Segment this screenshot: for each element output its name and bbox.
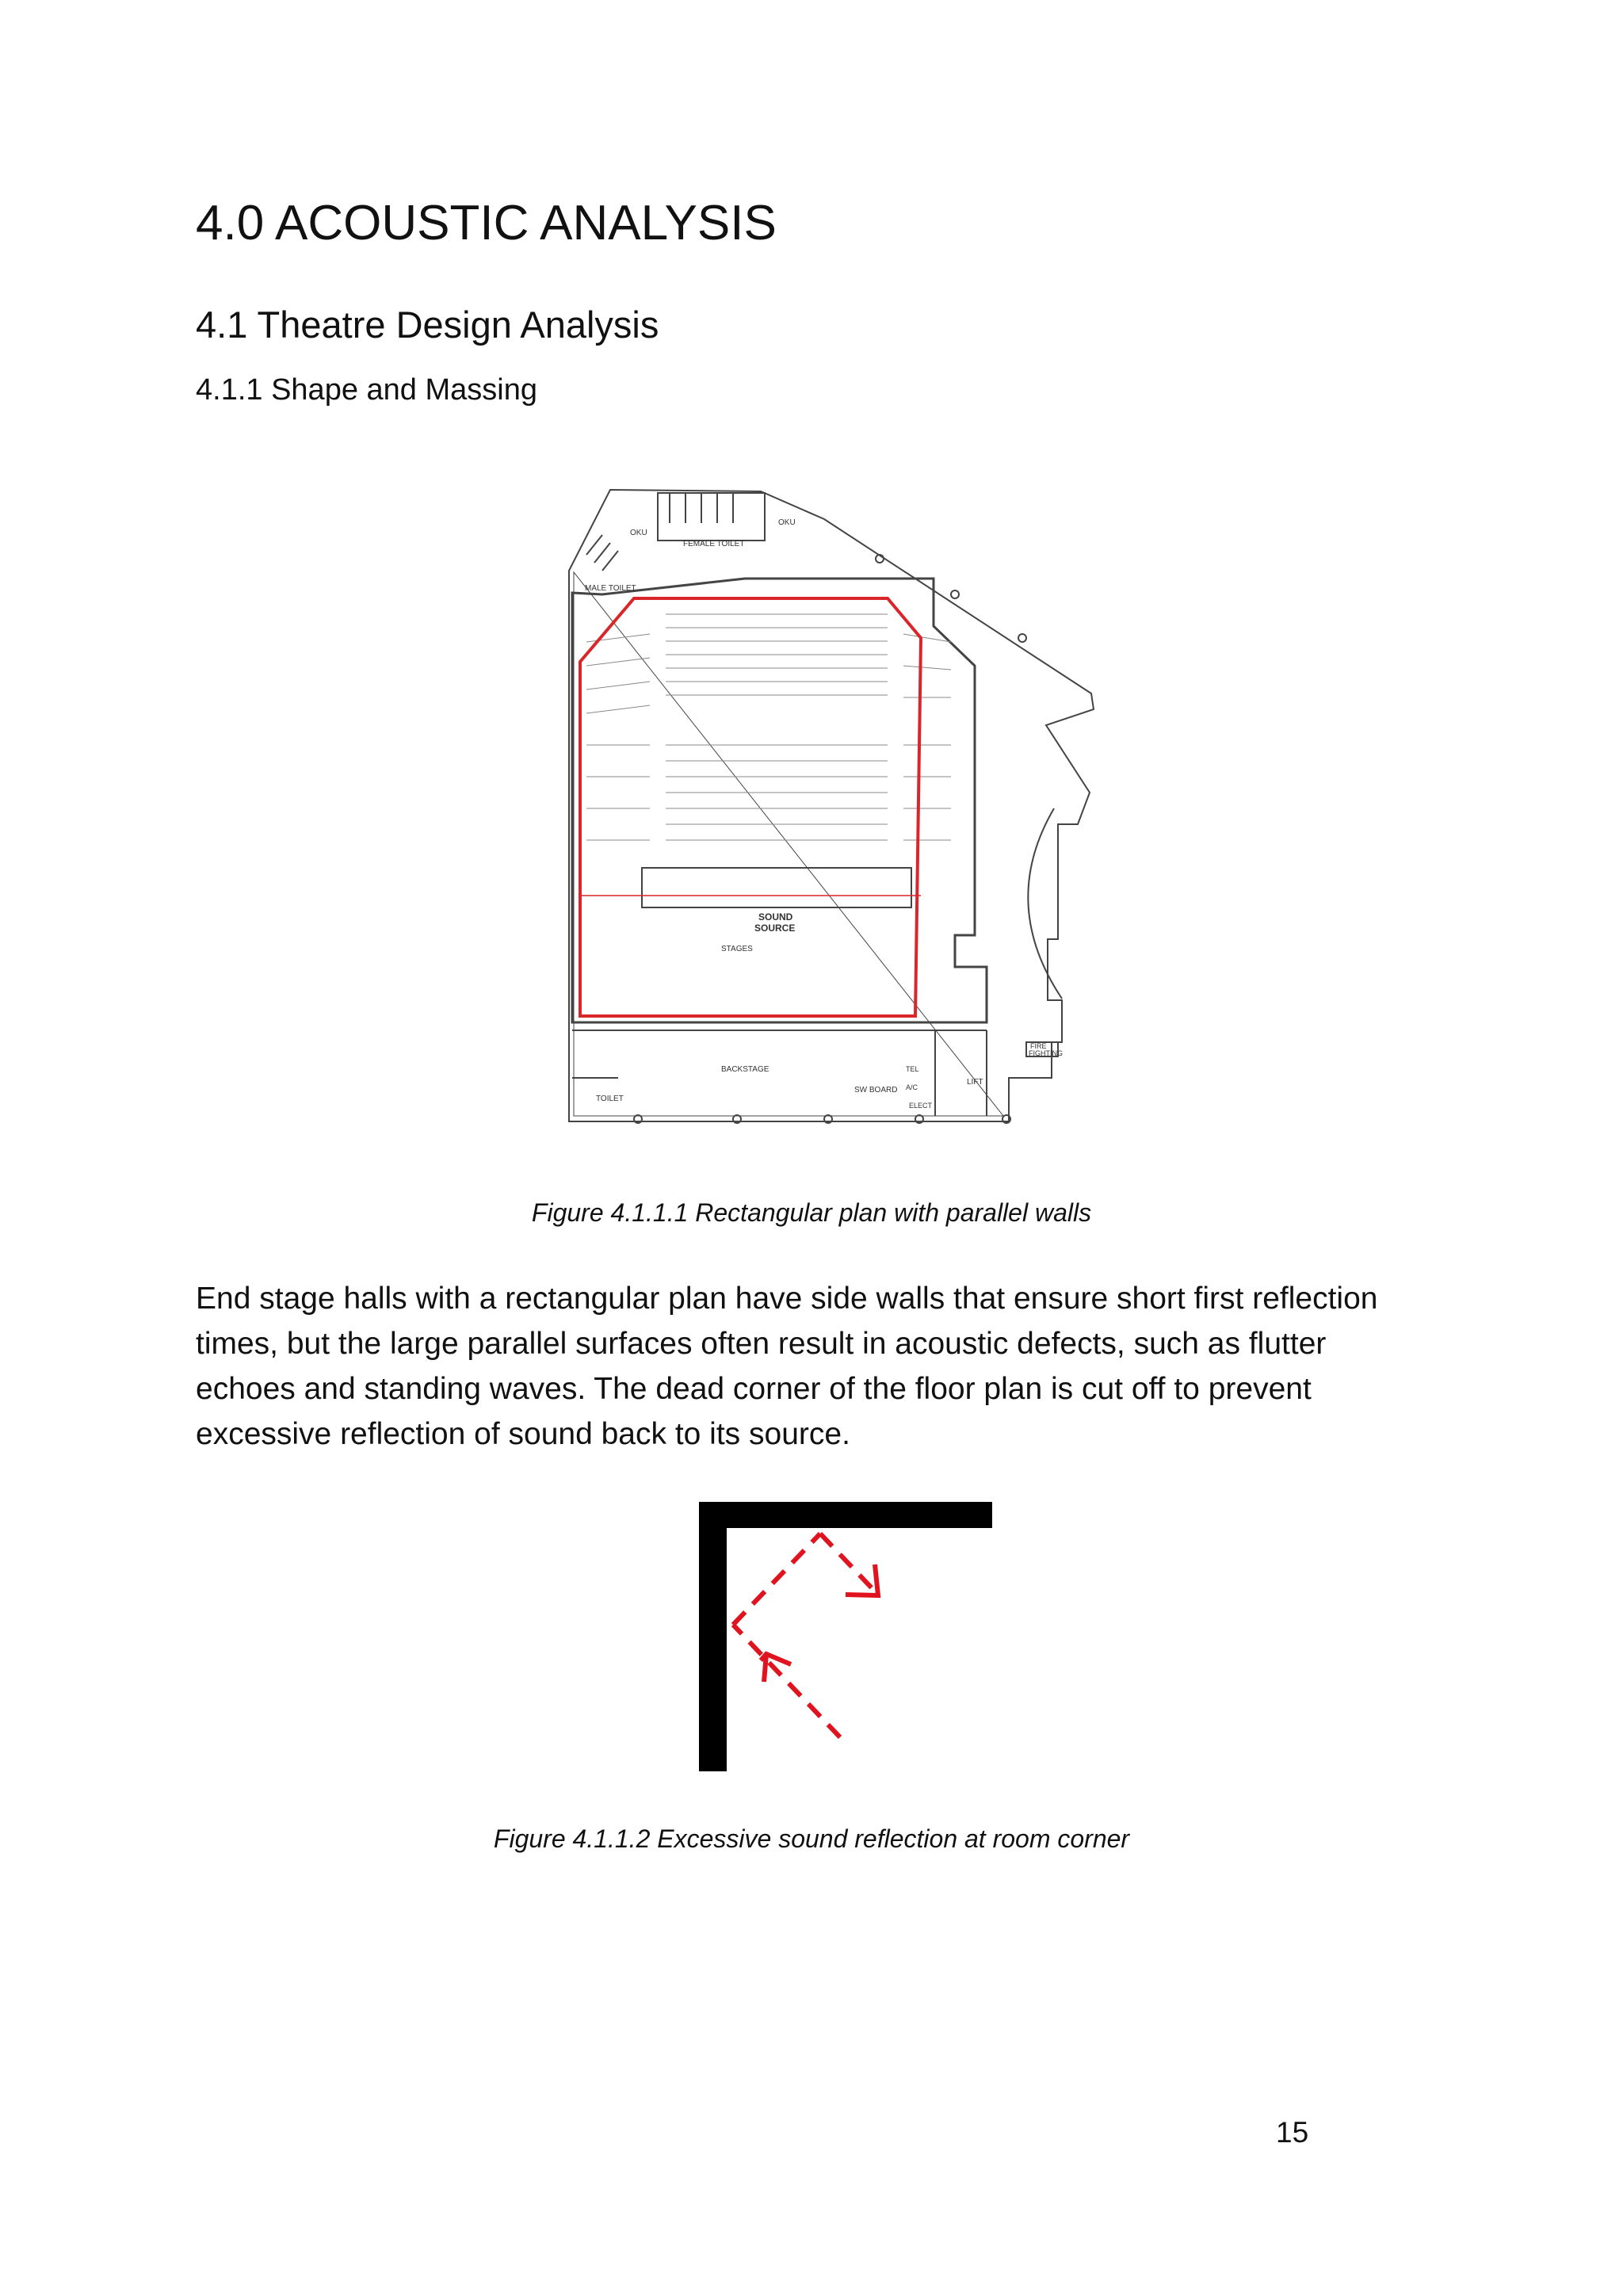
label-stages: STAGES bbox=[721, 945, 753, 953]
section-heading: 4.1 Theatre Design Analysis bbox=[196, 304, 659, 346]
label-lift: LIFT bbox=[967, 1078, 983, 1087]
label-fighting: FIGHTING bbox=[1029, 1049, 1063, 1057]
corner-wall bbox=[699, 1502, 992, 1771]
label-oku-right: OKU bbox=[778, 518, 796, 527]
label-female-toilet: FEMALE TOILET bbox=[683, 540, 745, 548]
label-male-toilet: MALE TOILET bbox=[585, 584, 636, 593]
page-number: 15 bbox=[1276, 2116, 1309, 2149]
label-sw-board: SW BOARD bbox=[854, 1086, 898, 1095]
page-heading: 4.0 ACOUSTIC ANALYSIS bbox=[196, 196, 777, 250]
body-paragraph: End stage halls with a rectangular plan have side walls that ensure short first reflection times, but the large parallel surfaces often result in acoustic defects, such as flutter echoes and standing waves. The dead corner of the floor plan is cut off to prevent excessive reflection of sound back to its source. bbox=[196, 1282, 1378, 1451]
label-source: SOURCE bbox=[754, 923, 796, 934]
subsection-heading: 4.1.1 Shape and Massing bbox=[196, 373, 537, 407]
label-tel: TEL bbox=[906, 1065, 919, 1073]
label-backstage: BACKSTAGE bbox=[721, 1065, 769, 1074]
label-sound: SOUND bbox=[758, 911, 793, 923]
figure2-caption: Figure 4.1.1.2 Excessive sound reflection at room corner bbox=[493, 1824, 1130, 1853]
figure1-caption: Figure 4.1.1.1 Rectangular plan with parallel walls bbox=[531, 1198, 1092, 1227]
reflection-path bbox=[733, 1534, 876, 1737]
theatre-floor-plan bbox=[555, 476, 1109, 1133]
label-toilet: TOILET bbox=[596, 1095, 624, 1103]
corner-reflection-diagram bbox=[689, 1498, 1006, 1775]
label-elect: ELECT bbox=[909, 1102, 933, 1110]
label-ac: A/C bbox=[906, 1083, 918, 1091]
label-fire: FIRE bbox=[1030, 1042, 1047, 1050]
label-oku-left: OKU bbox=[630, 529, 647, 537]
arrowhead-icon bbox=[761, 1564, 878, 1682]
